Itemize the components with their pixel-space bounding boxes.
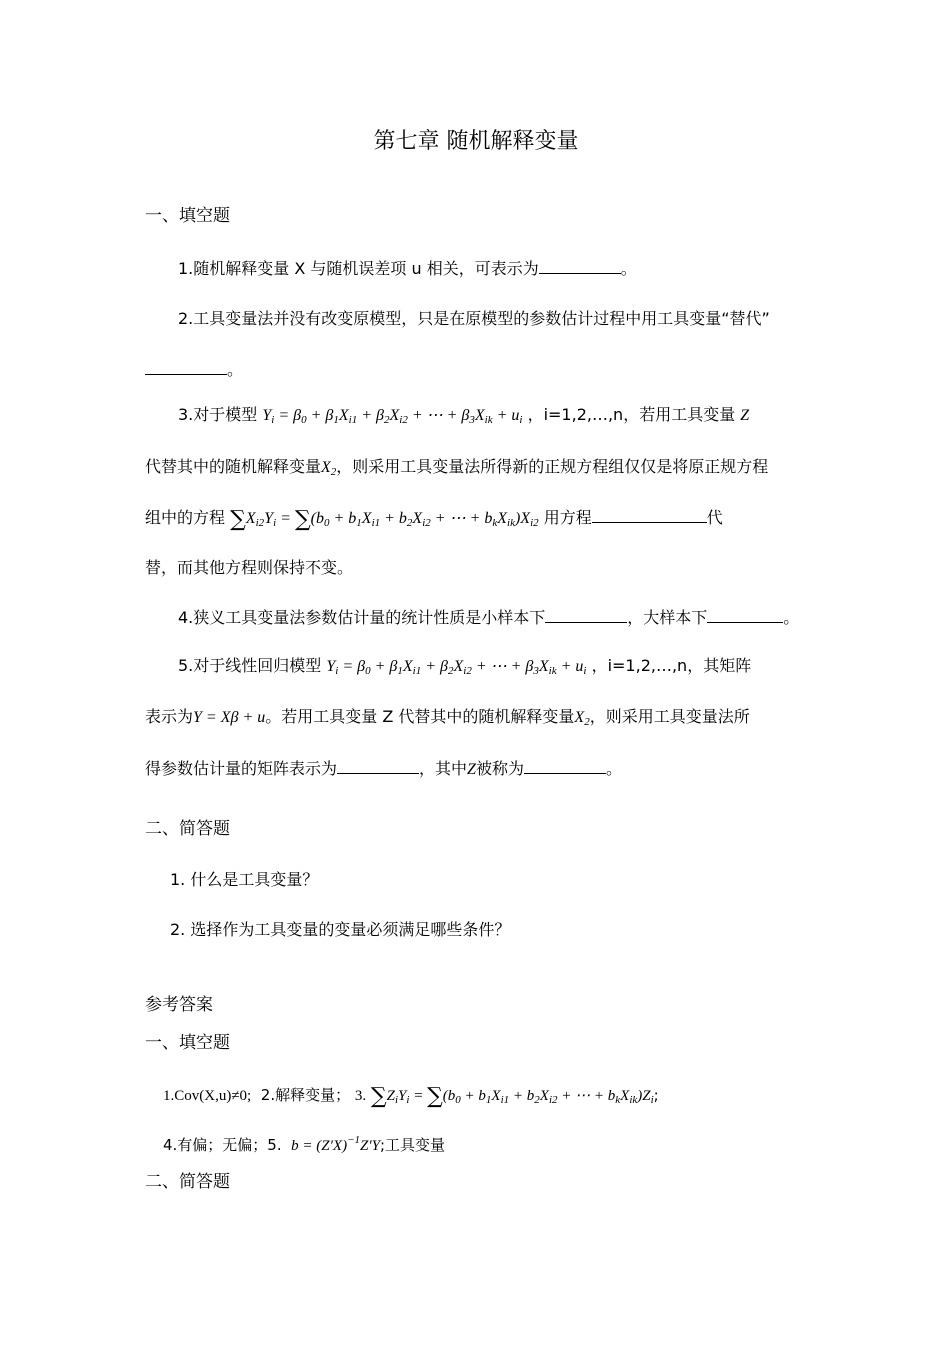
var-x2: $X_2$ [574, 709, 590, 728]
question-5-text: 被称为 [475, 759, 524, 778]
question-2-cont [145, 359, 243, 380]
answers-heading: 参考答案 [145, 995, 213, 1015]
question-3-text-mid: ，i=1,2,…,n，若用工具变量 [527, 405, 736, 424]
question-3-line3 [145, 507, 723, 532]
answer-5-text: ;工具变量 [380, 1136, 446, 1154]
question-5-text: 得参数估计量的矩阵表示为 [145, 759, 338, 778]
answers-line-1 [163, 1084, 659, 1109]
question-5-text-mid: ，i=1,2,…,n，其矩阵 [591, 656, 752, 675]
answer-3-label: 3. [354, 1088, 367, 1104]
answers-section-short-answer: 二、简答题 [145, 1172, 230, 1192]
answers-section-fill-blank: 一、填空题 [145, 1033, 230, 1053]
answer-blank [337, 758, 419, 774]
question-4-text-mid: ，大样本下 [627, 608, 708, 627]
answer-blank [592, 507, 707, 523]
punct: 。 [620, 259, 637, 278]
question-3-text: 组中的方程 [145, 508, 226, 527]
question-5-line3 [145, 758, 622, 780]
punct: 。 [227, 360, 244, 379]
question-1-text: 1.随机解释变量 X 与随机误差项 u 相关，可表示为 [178, 259, 539, 278]
punct: ; [653, 1086, 659, 1104]
answers-line-2 [163, 1135, 445, 1156]
answer-1: 1.Cov(X,u)≠0; [163, 1088, 252, 1104]
var-z: Z [740, 407, 750, 424]
model-equation: $Y_i = \beta_0 + \beta_1X_{i1} + \beta_2X_{i2}$ + ⋯ + $\beta_3X_{ik} + u_i$ [262, 407, 523, 426]
answer-blank [539, 258, 621, 274]
question-3 [178, 405, 749, 426]
answer-5-equation: $b = (Z'X)^{-1}Z'Y$ [291, 1134, 380, 1154]
punct: 。 [605, 759, 622, 778]
question-5-text: 5.对于线性回归模型 [178, 656, 322, 675]
var-z: Z [467, 761, 476, 778]
question-4 [178, 607, 799, 628]
answer-3-equation: $\sum Z_iY_i = \sum(b_0 + b_1X_{i1} + b_2X_{i2}$ + ⋯ + $b_kX_{ik})Z_i$ [370, 1084, 654, 1109]
question-3-text: ，则采用工具变量法所得新的正规方程组仅仅是将原正规方程 [336, 457, 769, 476]
section-short-answer: 二、简答题 [145, 819, 230, 839]
question-5-text: 。若用工具变量 Z 代替其中的随机解释变量 [265, 707, 575, 726]
question-3-text: 3.对于模型 [178, 405, 258, 424]
short-question-1: 1. 什么是工具变量？ [170, 870, 319, 889]
question-5-text: ，其中 [419, 759, 468, 778]
question-3-text: 代替其中的随机解释变量 [145, 457, 322, 476]
question-5-text: 表示为 [145, 707, 194, 726]
answer-2: 2.解释变量； [260, 1086, 351, 1104]
matrix-equation: Y = Xβ + u [193, 709, 266, 726]
answer-blank [145, 359, 227, 375]
regression-equation: $Y_i = \beta_0 + \beta_1X_{i1} + \beta_2X_{i2}$ + ⋯ + $\beta_3X_{ik} + u_i$ [326, 658, 587, 677]
short-question-2: 2. 选择作为工具变量的变量必须满足哪些条件？ [170, 920, 511, 939]
question-3-line4: 替，而其他方程则保持不变。 [145, 558, 354, 577]
normal-equation: $\sum X_{i2}Y_i = \sum(b_0 + b_1X_{i1} + b_2X_{i2}$ + ⋯ + $b_kX_{ik})X_{i2}$ [230, 507, 539, 532]
question-5 [178, 656, 751, 677]
punct: 。 [783, 608, 800, 627]
question-2-text: 2.工具变量法并没有改变原模型，只是在原模型的参数估计过程中用工具变量“替代” [178, 309, 770, 328]
answer-blank [707, 607, 783, 623]
question-3-line2 [145, 457, 768, 478]
answer-blank [524, 758, 606, 774]
question-3-text: 用方程 [543, 508, 592, 527]
question-5-line2 [145, 707, 750, 728]
page-title: 第七章 随机解释变量 [373, 129, 579, 154]
question-5-text: ，则采用工具变量法所 [589, 707, 750, 726]
question-1 [178, 258, 637, 279]
question-3-text: 代 [706, 508, 723, 527]
answer-blank [545, 607, 627, 623]
section-fill-blank: 一、填空题 [145, 206, 230, 226]
answer-4: 4.有偏；无偏；5. [163, 1136, 282, 1154]
question-4-text: 4.狭义工具变量法参数估计量的统计性质是小样本下 [178, 608, 546, 627]
var-x2: $X_2$ [321, 459, 337, 478]
question-2 [178, 309, 770, 329]
